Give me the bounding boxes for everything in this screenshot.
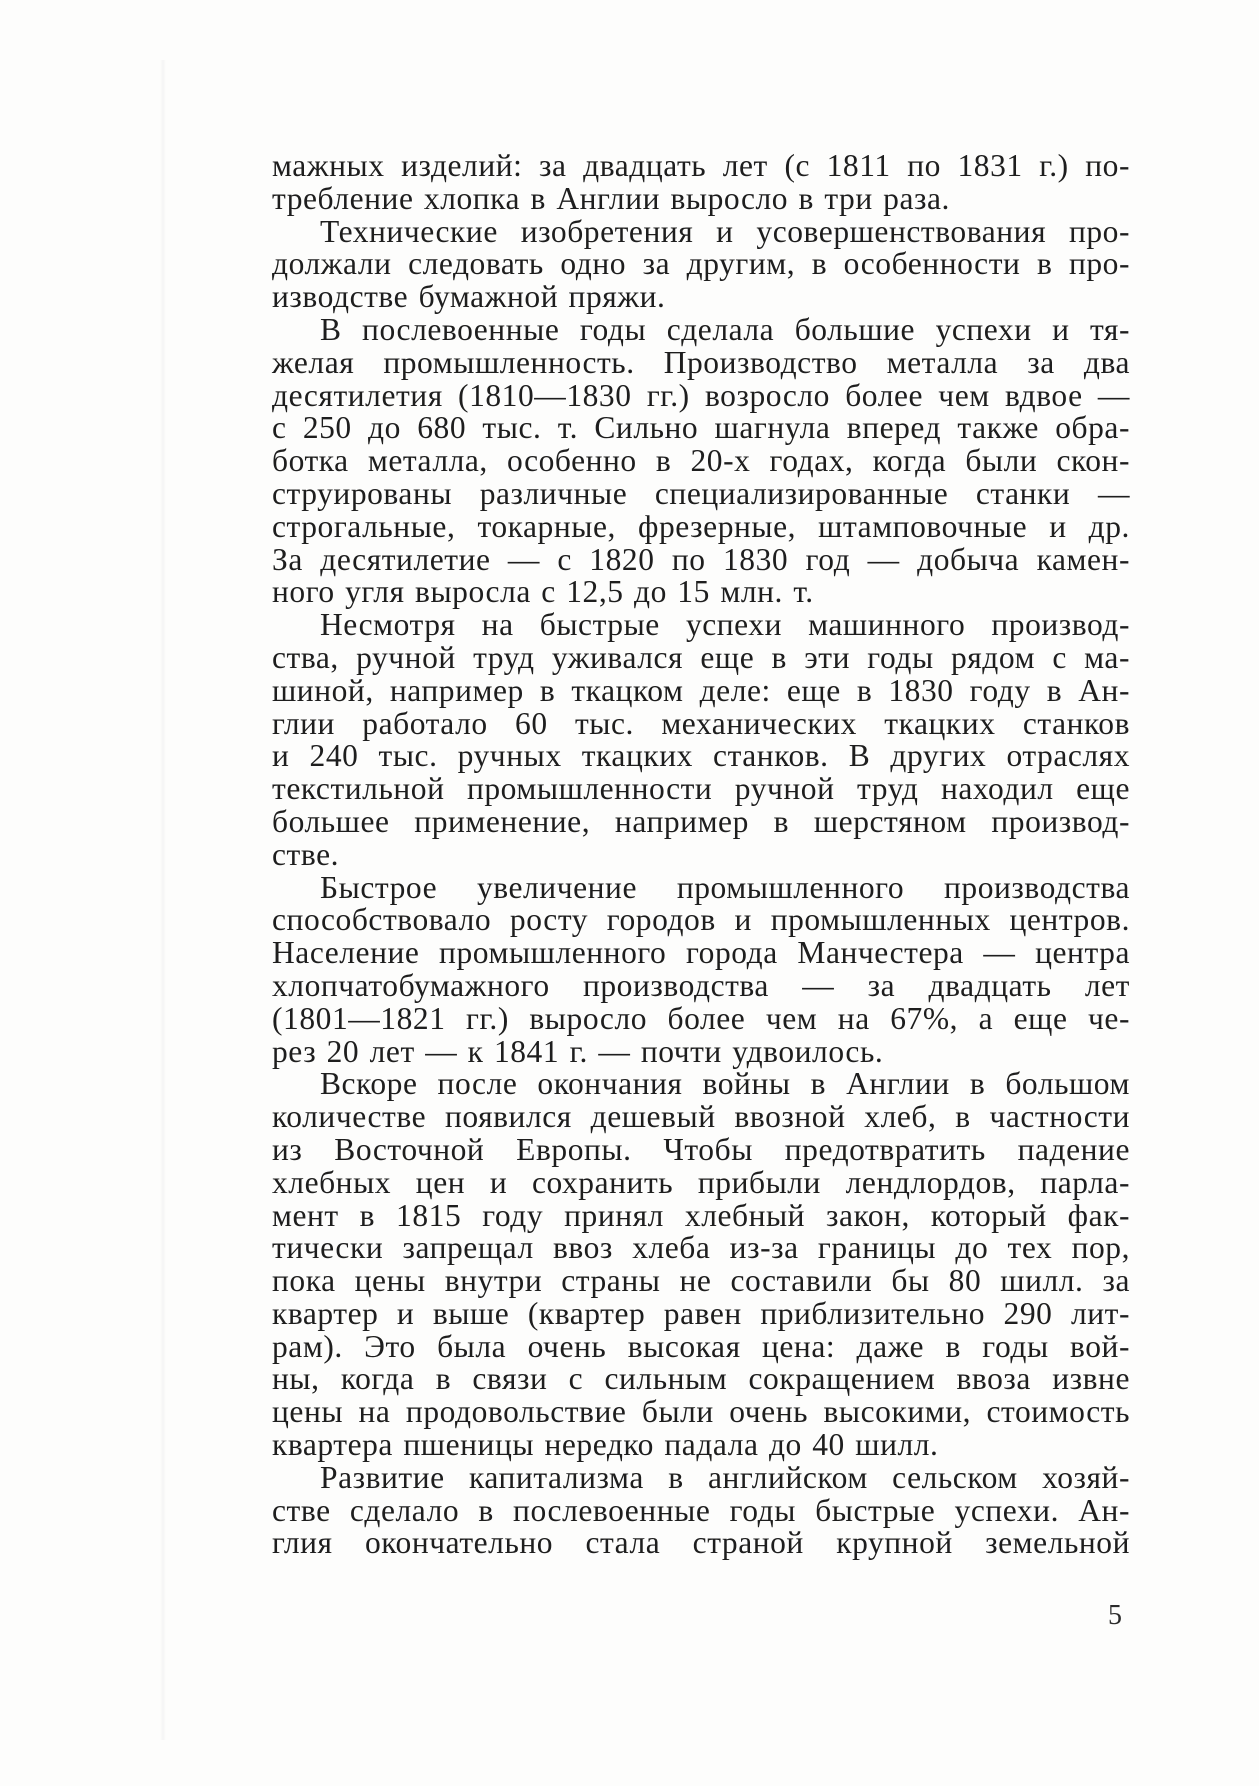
text-line: глия окончательно стала страной крупной земельной <box>272 1525 1130 1561</box>
text-line: и 240 тыс. ручных ткацких станков. В других отраслях <box>272 738 1130 774</box>
text-line: способствовало росту городов и промышленных центров. <box>272 902 1130 938</box>
text-line: рез 20 лет — к 1841 г. — почти удвоилось. <box>272 1033 884 1069</box>
text-line: За десятилетие — с 1820 по 1830 год — добыча камен- <box>272 541 1130 577</box>
text-line: шиной, например в ткацком деле: еще в 1830 году в Ан- <box>272 672 1130 708</box>
text-line: требление хлопка в Англии выросло в три раза. <box>272 180 950 216</box>
paragraph <box>272 311 1130 610</box>
paragraph <box>272 150 1130 216</box>
text-line: стве сделало в послевоенные годы быстрые успехи. Ан- <box>272 1492 1130 1528</box>
text-line: желая промышленность. Производство металла за два <box>272 344 1130 380</box>
text-line: цены на продовольствие были очень высокими, стоимость <box>272 1394 1130 1430</box>
paragraph <box>272 609 1130 871</box>
text-line: Технические изобретения и усовершенствования про- <box>320 213 1130 249</box>
text-line: мажных изделий: за двадцать лет (с 1811 по 1831 г.) по- <box>272 148 1130 183</box>
text-line: Быстрое увеличение промышленного производства <box>320 869 1130 905</box>
text-line: стве. <box>272 836 340 872</box>
text-line: ства, ручной труд уживался еще в эти годы рядом с ма- <box>272 639 1130 675</box>
text-line: квартера пшеницы нередко падала до 40 шилл. <box>272 1427 939 1463</box>
text-line: рам). Это была очень высокая цена: даже в годы вой- <box>272 1328 1130 1364</box>
text-line: большее применение, например в шерстяном производ- <box>272 803 1130 839</box>
text-line: из Восточной Европы. Чтобы предотвратить падение <box>272 1131 1130 1167</box>
text-line: тически запрещал ввоз хлеба из-за границы до тех пор, <box>272 1230 1130 1266</box>
text-line: пока цены внутри страны не составили бы 80 шилл. за <box>272 1263 1130 1299</box>
paragraph <box>272 1068 1130 1462</box>
text-line: Вскоре после окончания войны в Англии в большом <box>320 1066 1130 1102</box>
text-line: текстильной промышленности ручной труд находил еще <box>272 771 1130 807</box>
text-line: квартер и выше (квартер равен приблизительно 290 лит- <box>272 1295 1130 1331</box>
text-line: Население промышленного города Манчестера — центра <box>272 935 1130 971</box>
text-line: с 250 до 680 тыс. т. Сильно шагнула вперед также обра- <box>272 410 1130 446</box>
text-line: хлопчатобумажного производства — за двадцать лет <box>272 967 1130 1003</box>
text-line: струированы различные специализированные станки — <box>272 475 1130 511</box>
text-line: ботка металла, особенно в 20-х годах, когда были скон- <box>272 443 1130 479</box>
paragraph <box>272 869 1130 1069</box>
text-line: десятилетия (1810—1830 гг.) возросло более чем вдвое — <box>272 377 1130 413</box>
text-line: строгальные, токарные, фрезерные, штамповочные и др. <box>272 508 1130 544</box>
text-line: ны, когда в связи с сильным сокращением ввоза извне <box>272 1361 1130 1397</box>
page-number: 5 <box>1108 1600 1122 1631</box>
text-line: мент в 1815 году принял хлебный закон, который фак- <box>272 1197 1130 1233</box>
text-line: количестве появился дешевый ввозной хлеб, в частности <box>272 1099 1130 1135</box>
text-line: должали следовать одно за другим, в особенности в про- <box>272 246 1130 282</box>
text-line: (1801—1821 гг.) выросло более чем на 67%, а еще че- <box>272 1000 1130 1036</box>
text-line: глии работало 60 тыс. механических ткацких станков <box>272 705 1130 741</box>
paragraph <box>272 1459 1130 1561</box>
body-text <box>272 150 1130 1560</box>
text-line: Развитие капитализма в английском сельском хозяй- <box>320 1459 1130 1495</box>
paragraph <box>272 213 1130 315</box>
text-line: Несмотря на быстрые успехи машинного производ- <box>320 607 1130 643</box>
text-line: ного угля выросла с 12,5 до 15 млн. т. <box>272 574 814 610</box>
text-line: изводстве бумажной пряжи. <box>272 279 666 315</box>
text-line: В послевоенные годы сделала большие успехи и тя- <box>320 311 1130 347</box>
text-line: хлебных цен и сохранить прибыли лендлордов, парла- <box>272 1164 1130 1200</box>
page-edge-shadow <box>160 60 166 1740</box>
